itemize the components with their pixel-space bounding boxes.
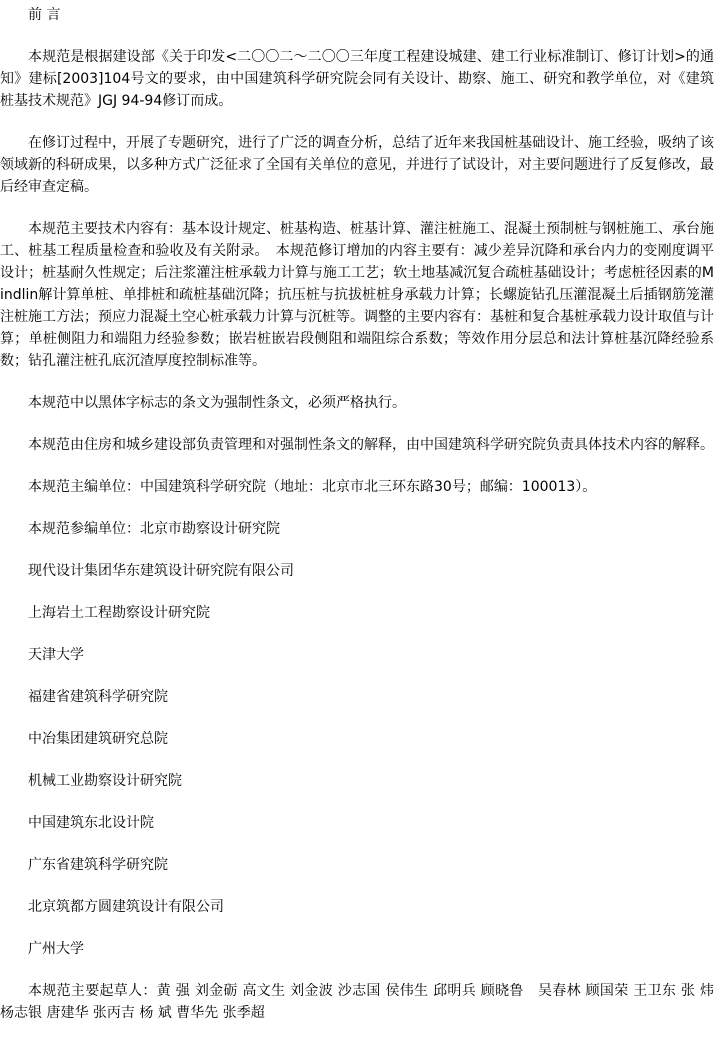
participating-unit: 上海岩土工程勘察设计研究院 <box>28 605 210 621</box>
paragraph-revision-process: 在修订过程中，开展了专题研究，进行了广泛的调查分析，总结了近年来我国桩基础设计、施工经验，吸纳了该领域新的科研成果，以多种方式广泛征求了全国有关单位的意见，并进行了试设计，对主要问题进行了反复修改，最后经审查定稿。 <box>0 135 714 195</box>
participating-unit: 北京筑都方圆建筑设计有限公司 <box>28 899 224 915</box>
paragraph-participating-lead: 本规范参编单位：北京市勘察设计研究院 <box>28 521 280 537</box>
participating-unit: 福建省建筑科学研究院 <box>28 689 168 705</box>
participating-unit: 中国建筑东北设计院 <box>28 815 154 831</box>
participating-unit: 天津大学 <box>28 647 84 663</box>
paragraph-chief-editor: 本规范主编单位：中国建筑科学研究院（地址：北京市北三环东路30号；邮编：100013）。 <box>28 479 597 495</box>
paragraph-drafters: 本规范主要起草人：黄 强 刘金砺 高文生 刘金波 沙志国 侯伟生 邱明兵 顾晓鲁 吴春林 顾国荣 王卫东 张 炜 杨志银 唐建华 张丙吉 杨 斌 曹华先 张季超 <box>0 983 714 1021</box>
paragraph-management: 本规范由住房和城乡建设部负责管理和对强制性条文的解释，由中国建筑科学研究院负责具体技术内容的解释。 <box>28 437 714 453</box>
participating-unit: 广州大学 <box>28 941 84 957</box>
participating-unit: 中冶集团建筑研究总院 <box>28 731 168 747</box>
page-title: 前 言 <box>28 7 61 23</box>
paragraph-technical-content: 本规范主要技术内容有：基本设计规定、桩基构造、桩基计算、灌注桩施工、混凝土预制桩与钢桩施工、承台施工、桩基工程质量检查和验收及有关附录。 本规范修订增加的内容主要有：减少差异沉降和承台内力的变刚度调平设计；桩基耐久性规定；后注浆灌注桩承载力计算与施工工艺；软土地基减沉复合疏桩基础设计；考虑桩径因素的Mindlin解计算单桩、单排桩和疏桩基础沉降；抗压桩与抗拔桩桩身承载力计算；长螺旋钻孔压灌混凝土后插钢筋笼灌注桩施工方法；预应力混凝土空心桩承载力计算与沉桩等。调整的主要内容有：基桩和复合基桩承载力设计取值与计算；单桩侧阻力和端阻力经验参数；嵌岩桩嵌岩段侧阻和端阻综合系数；等效作用分层总和法计算桩基沉降经验系数；钻孔灌注桩孔底沉渣厚度控制标准等。 <box>0 221 714 369</box>
paragraph-mandatory-clauses: 本规范中以黑体字标志的条文为强制性条文，必须严格执行。 <box>28 395 406 411</box>
participating-unit: 现代设计集团华东建筑设计研究院有限公司 <box>28 563 294 579</box>
paragraph-origin: 本规范是根据建设部《关于印发<二〇〇二～二〇〇三年度工程建设城建、建工行业标准制订、修订计划>的通知》建标[2003]104号文的要求，由中国建筑科学研究院会同有关设计、勘察、施工、研究和教学单位，对《建筑桩基技术规范》JGJ 94-94修订而成。 <box>0 49 714 109</box>
participating-unit: 广东省建筑科学研究院 <box>28 857 168 873</box>
participating-unit: 机械工业勘察设计研究院 <box>28 773 182 789</box>
